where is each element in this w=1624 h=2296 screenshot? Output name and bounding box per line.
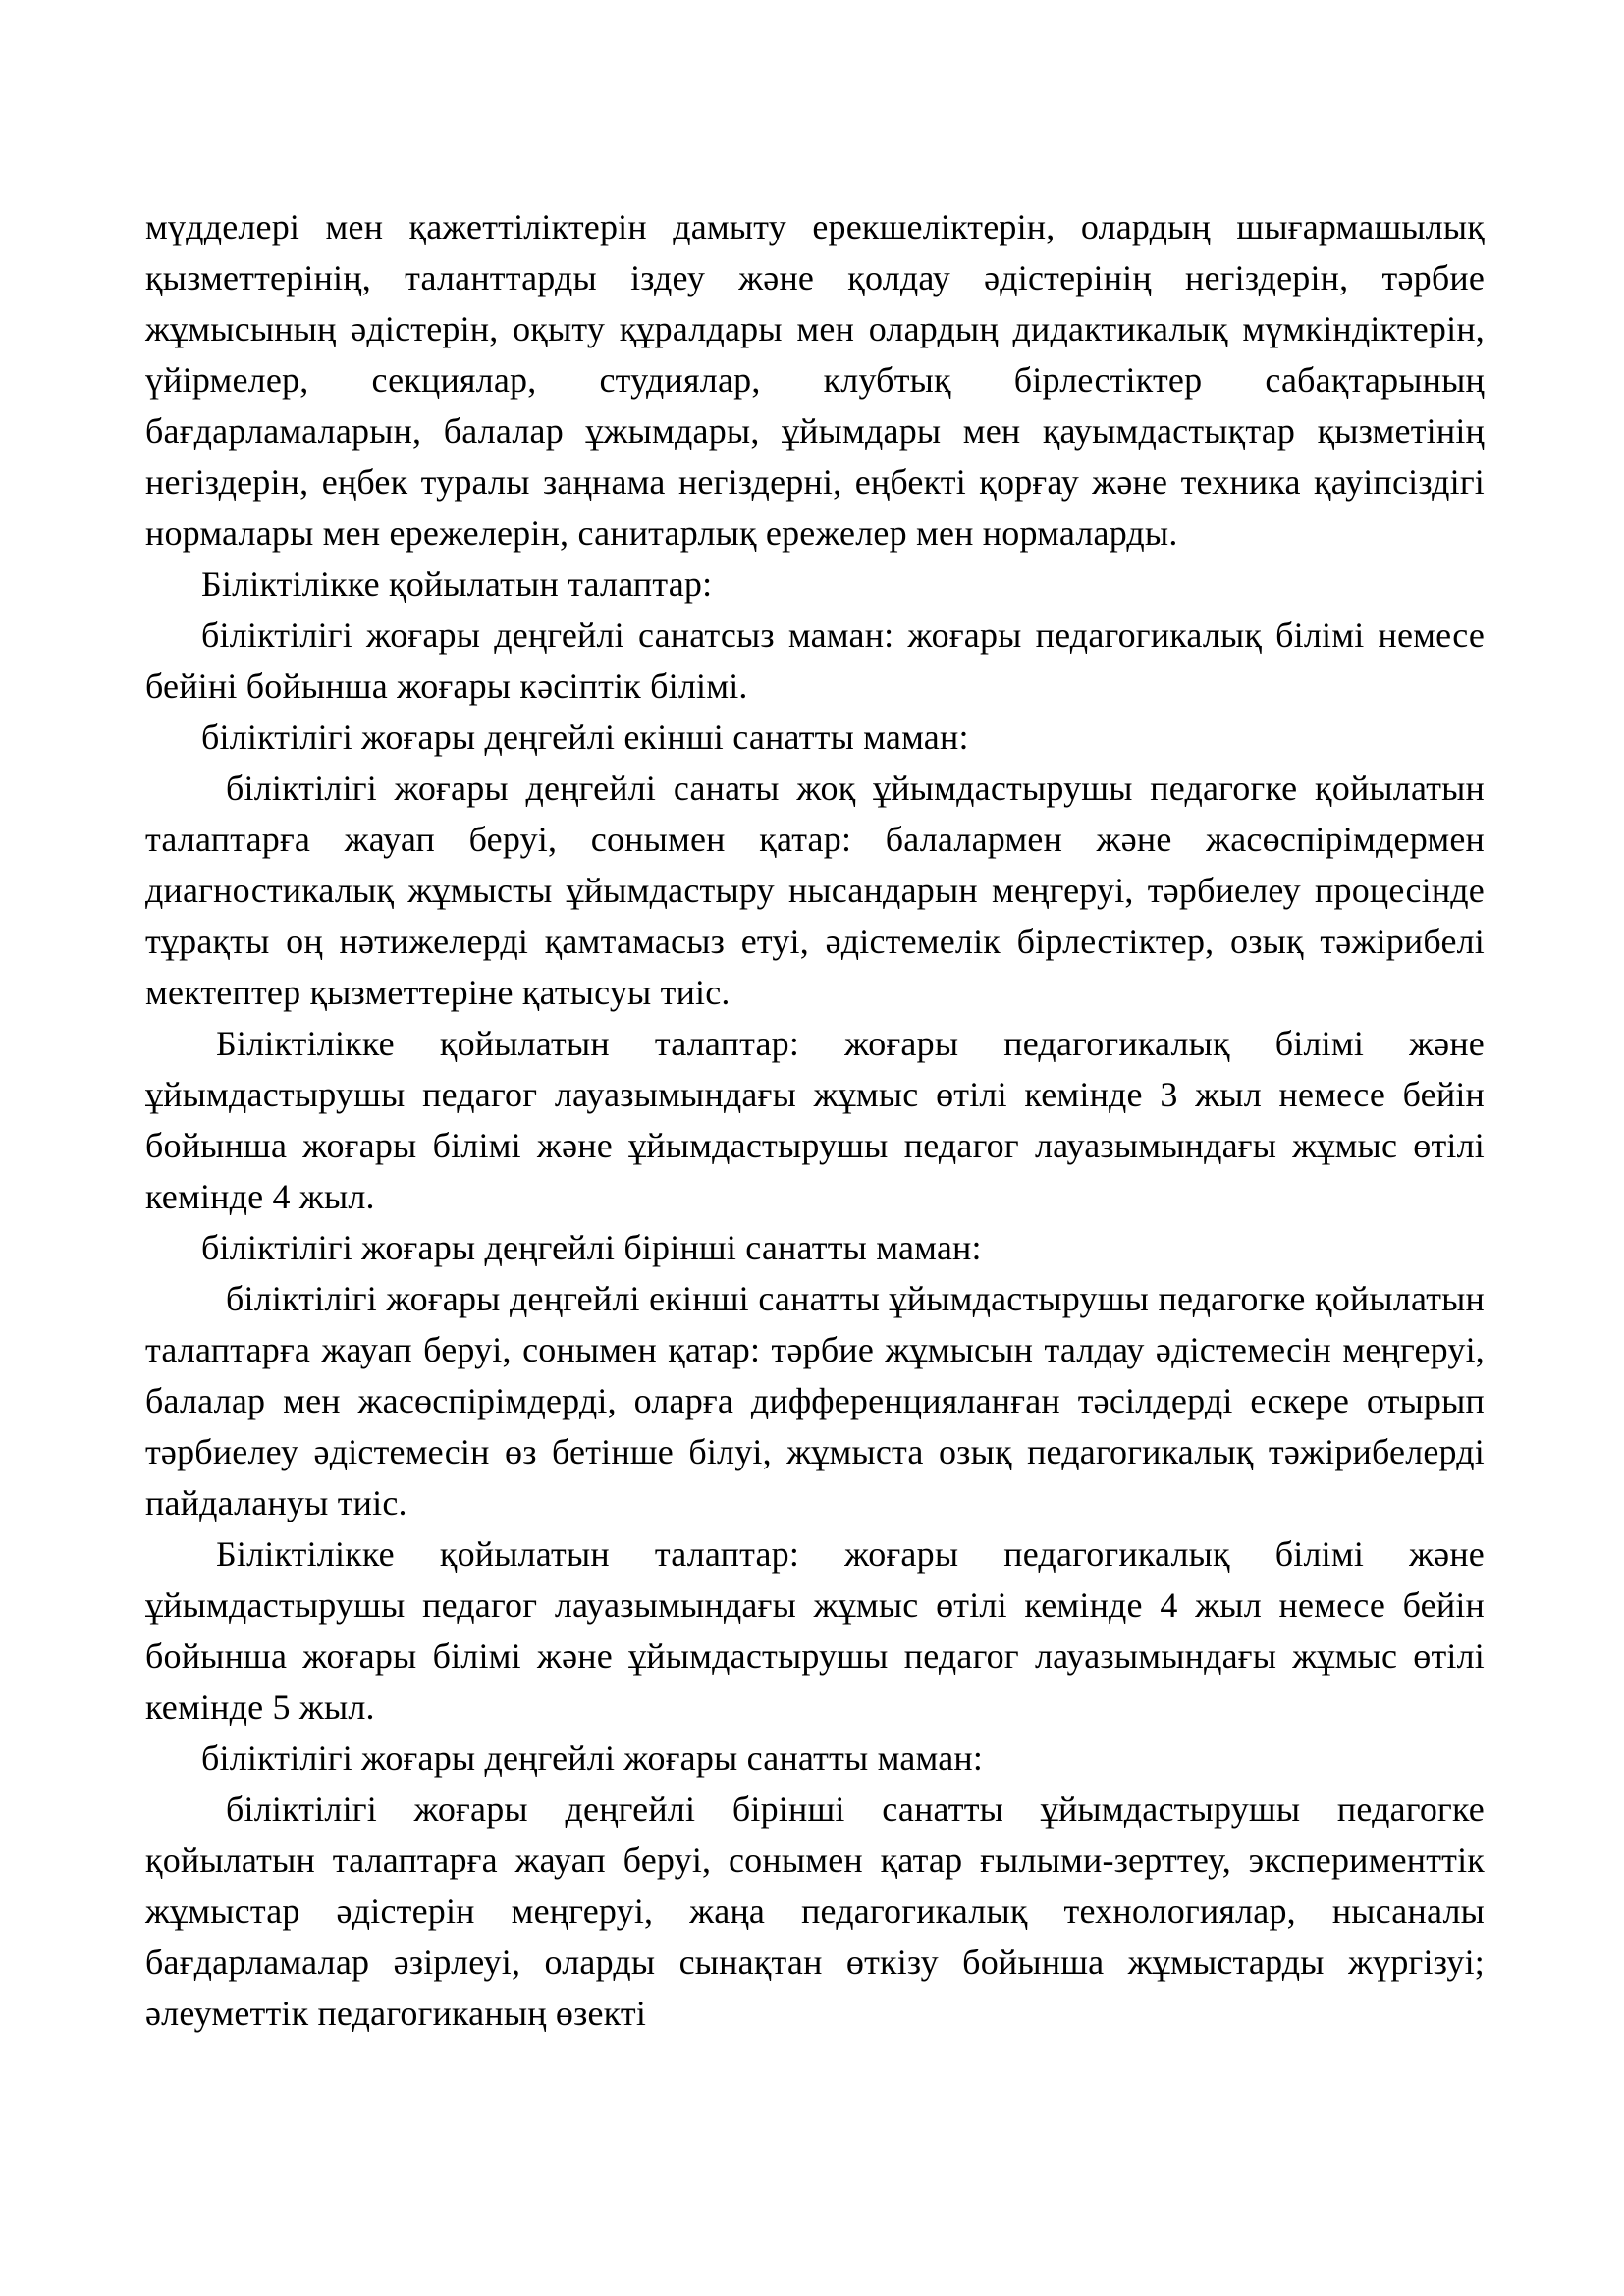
paragraph-highest-category-description: біліктілігі жоғары деңгейлі бірінші санатты ұйымдастырушы педагогке қойылатын талаптарға жауап беруі, сонымен қатар ғылыми-зерттеу, эксперименттік жұмыстар әдістерін меңгеруі, жаңа педагогикалық технологиялар, нысаналы бағдарламалар әзірлеуі, оларды сынақтан өткізу бойынша жұмыстарды жүргізуі; әлеуметтік педагогиканың өзекті [145,1789,1485,2033]
document-text-block [145,201,1485,2039]
paragraph-second-category-description: біліктілігі жоғары деңгейлі санаты жоқ ұйымдастырушы педагогке қойылатын талаптарға жауап беруі, сонымен қатар: балалармен және жасөспірімдермен диагностикалық жұмысты ұйымдастыру нысандарын меңгеруі, тәрбиелеу процесінде тұрақты оң нәтижелерді қамтамасыз етуі, әдістемелік бірлестіктер, озық тәжірибелі мектептер қызметтеріне қатысуы тиіс. [145,769,1485,1012]
paragraph-requirements-3-4-years: Біліктілікке қойылатын талаптар: жоғары педагогикалық білімі және ұйымдастырушы педагог лауазымындағы жұмыс өтілі кемінде 3 жыл немесе бейін бойынша жоғары білімі және ұйымдастырушы педагог лауазымындағы жұмыс өтілі кемінде 4 жыл. [145,1024,1485,1216]
paragraph-highest-category-specialist-heading: біліктілігі жоғары деңгейлі жоғары санатты маман: [201,1738,984,1778]
paragraph-requirements-4-5-years: Біліктілікке қойылатын талаптар: жоғары педагогикалық білімі және ұйымдастырушы педагог лауазымындағы жұмыс өтілі кемінде 4 жыл немесе бейін бойынша жоғары білімі және ұйымдастырушы педагог лауазымындағы жұмыс өтілі кемінде 5 жыл. [145,1534,1485,1727]
paragraph-continuation: мүдделері мен қажеттіліктерін дамыту ерекшеліктерін, олардың шығармашылық қызметтерінің, таланттарды іздеу және қолдау әдістерінің негіздерін, тәрбие жұмысының әдістерін, оқыту құралдары мен олардың дидактикалық мүмкіндіктерін, үйірмелер, секциялар, студиялар, клубтық бірлестіктер сабақтарының бағдарламаларын, балалар ұжымдары, ұйымдары мен қауымдастықтар қызметінің негіздерін, еңбек туралы заңнама негіздерні, еңбекті қорғау және техника қауіпсіздігі нормалары мен ережелерін, санитарлық ережелер мен нормаларды. [145,207,1485,553]
paragraph-first-category-specialist-heading: біліктілігі жоғары деңгейлі бірінші санатты маман: [201,1228,982,1267]
paragraph-qualification-requirements-heading: Біліктілікке қойылатын талаптар: [201,564,713,604]
paragraph-first-category-description: біліктілігі жоғары деңгейлі екінші санатты ұйымдастырушы педагогке қойылатын талаптарға жауап беруі, сонымен қатар: тәрбие жұмысын талдау әдістемесін меңгеруі, балалар мен жасөспірімдерді, оларға дифференцияланған тәсілдерді ескере отырып тәрбиелеу әдістемесін өз бетінше білуі, жұмыста озық педагогикалық тәжірибелерді пайдалануы тиіс. [145,1279,1485,1522]
paragraph-no-category-specialist: біліктілігі жоғары деңгейлі санатсыз маман: жоғары педагогикалық білімі немесе бейіні бойынша жоғары кәсіптік білімі. [145,615,1485,706]
paragraph-second-category-specialist-heading: біліктілігі жоғары деңгейлі екінші санатты маман: [201,718,969,757]
